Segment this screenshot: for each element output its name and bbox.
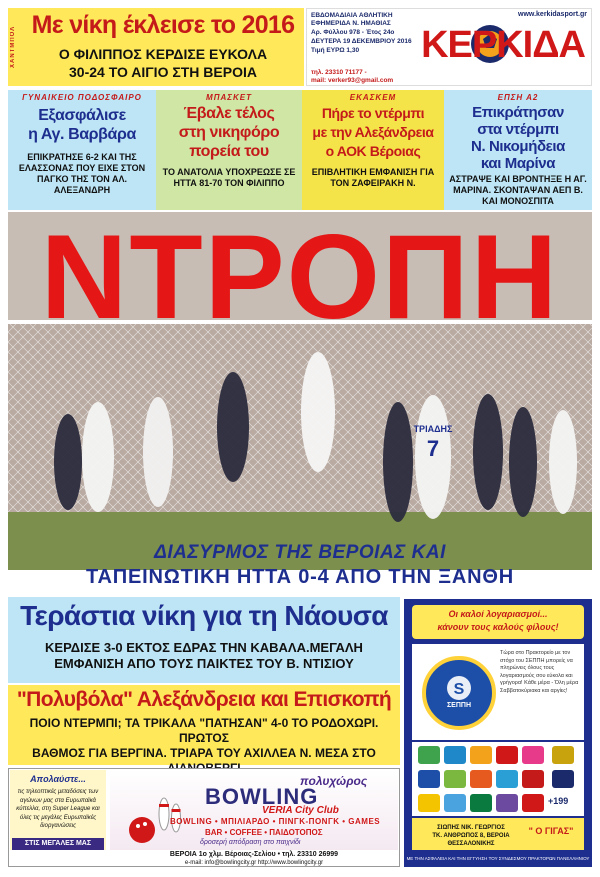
partner-logo-icon bbox=[522, 794, 544, 812]
story-naousa-headline: Τεράστια νίκη για τη Νάουσα bbox=[20, 600, 388, 631]
masthead-url[interactable]: www.kerkidasport.gr bbox=[518, 11, 587, 18]
column-category: ΜΠΑΣΚΕΤ bbox=[206, 93, 252, 102]
partner-logo-icon bbox=[496, 794, 518, 812]
top-subheadline-1: Ο ΦΙΛΙΠΠΟΣ ΚΕΡΔΙΣΕ ΕΥΚΟΛΑ bbox=[58, 46, 268, 62]
ad-bowling-left-foot: ΣΤΙΣ ΜΕΓΑΛΕΣ ΜΑΣ ΟΘΟΝΕΣ bbox=[12, 838, 104, 850]
partner-logo-icon bbox=[444, 746, 466, 764]
column-category: ΕΠΣΗ Α2 bbox=[497, 93, 539, 102]
partner-logo-icon bbox=[444, 794, 466, 812]
story-ekaskem[interactable] bbox=[302, 90, 444, 210]
top-headline[interactable]: Με νίκη έκλεισε το 2016 bbox=[31, 11, 295, 39]
ad-bowling-polyxoros: πολυχώρος bbox=[300, 774, 368, 788]
partner-logo-icon bbox=[418, 746, 440, 764]
ad-seppi-text: Τώρα στο Πρακτορείο με τον στόχο του ΣΕΠΠΗ μπορείς να πληρώνεις όλους τους λογαριασμούς σου εύκολα και γρήγορα! Κάθε μέρα - Όλη μέρα Σαββατοκύριακα και αργίες! bbox=[500, 650, 579, 694]
masthead-line-3: Αρ. Φύλλου 978 - Έτος 24ο bbox=[311, 29, 395, 36]
ad-bowling-left-body: τις τηλεοπτικές μεταδόσεις των αγώνων μας στα Ευρωπαϊκά κύπελλα, στη Super League και όλες τις μεγάλες Ευρωπαϊκές διοργανώσεις bbox=[16, 789, 100, 829]
partner-logo-icon bbox=[496, 770, 518, 788]
partner-logo-icon bbox=[418, 770, 440, 788]
column-headline: Έβαλε τέλος στη νικηφόρο πορεία του bbox=[178, 105, 280, 160]
svg-text:S: S bbox=[453, 681, 465, 698]
partner-logo-icon bbox=[522, 770, 544, 788]
partner-logo-icon bbox=[470, 794, 492, 812]
jersey-name: ΤΡΙΑΔΗΣ bbox=[413, 424, 453, 434]
top-side-label: ΧΑΝΤΜΠΟΛ bbox=[10, 25, 16, 69]
column-headline: Πήρε το ντέρμπι με την Αλεξάνδρεια ο ΑΟΚ Βέροιας bbox=[312, 105, 434, 159]
seppi-badge-icon bbox=[422, 656, 496, 730]
ad-seppi-slogan: Οι καλοί λογαριασμοί... κάνουν τους καλούς φίλους! bbox=[412, 605, 584, 639]
story-epsh-a2[interactable] bbox=[444, 90, 592, 210]
story-alexandreia-headline: "Πολυβόλα" Αλεξάνδρεια και Επισκοπή bbox=[16, 688, 392, 711]
ad-seppi-owner: ΣΙΩΠΗΣ ΝΙΚ. ΓΕΩΡΓΙΟΣ ΤΚ. ΑΝΘΡΩΠΟΣ 8, ΒΕΡΟΙΑ ΘΕΣΣΑΛΟΝΙΚΗΣ bbox=[432, 825, 510, 847]
column-body: ΤΟ ΑΝΑΤΟΛΙΑ ΥΠΟΧΡΕΩΣΕ ΣΕ ΗΤΤΑ 81-70 ΤΟΝ ΦΙΛΙΠΠΟ bbox=[162, 167, 296, 188]
photo-caption-2: ΤΑΠΕΙΝΩΤΙΚΗ ΗΤΤΑ 0-4 ΑΠΟ ΤΗΝ ΞΑΝΘΗ bbox=[86, 566, 514, 588]
bowling-pins-icon bbox=[116, 784, 186, 846]
column-headline: Επικράτησαν στα ντέρμπι Ν. Νικομήδεια και Μαρίνα bbox=[471, 104, 565, 172]
ad-bowling-services-1: BOWLING • ΜΠΙΛΙΑΡΔΟ • ΠΙΝΓΚ-ΠΟΝΓΚ • GAMES bbox=[170, 817, 381, 826]
masthead-logo[interactable]: ΚΕΡΚΙΔΑ bbox=[421, 24, 585, 66]
ad-bowling-services-2: BAR • COFFEE • ΠΑΙΔΟΤΟΠΟΣ bbox=[205, 828, 323, 837]
ad-seppi-plus: +199 bbox=[548, 796, 569, 806]
story-alexandreia-body: ΠΟΙΟ ΝΤΕΡΜΠΙ; ΤΑ ΤΡΙΚΑΛΑ "ΠΑΤΗΣΑΝ" 4-0 ΤΟ ΡΟΔΟΧΩΡΙ. ΠΡΩΤΟΣ ΒΑΘΜΟΣ ΓΙΑ ΒΕΡΓΙΝΑ. ΤΡΙΑΡΑ ΤΟΥ ΑΧΙΛΛΕΑ Ν. ΜΕΣΑ ΣΤΟ bbox=[29, 716, 379, 760]
masthead bbox=[306, 8, 592, 86]
ad-bowling-address: ΒΕΡΟΙΑ 1ο χλμ. Βέροιας-Σελίου • τηλ. 23310 26999 bbox=[169, 851, 339, 858]
column-body: ΕΠΙΒΛΗΤΙΚΗ ΕΜΦΑΝΙΣΗ ΓΙΑ ΤΟΝ ΖΑΦΕΙΡΑΚΗ Ν. bbox=[311, 167, 435, 188]
partner-logo-icon bbox=[552, 770, 574, 788]
jersey-number: 7 bbox=[426, 436, 440, 461]
ad-bowling-brand: BOWLING bbox=[205, 784, 319, 809]
masthead-line-2: ΕΦΗΜΕΡΙΔΑ Ν. ΗΜΑΘΙΑΣ bbox=[311, 20, 391, 27]
masthead-line-4: ΔΕΥΤΕΡΑ 19 ΔΕΚΕΜΒΡΙΟΥ 2016 bbox=[311, 38, 412, 45]
main-headline[interactable]: ΝΤΡΟΠΗ bbox=[40, 210, 560, 344]
partner-logo-icon bbox=[444, 770, 466, 788]
ad-seppi-partner-logos bbox=[412, 742, 584, 816]
column-body: ΕΠΙΚΡΑΤΗΣΕ 6-2 ΚΑΙ ΤΗΣ ΕΛΑΣΣΟΝΑΣ ΠΟΥ ΕΙΧΕ ΣΤΟΝ ΠΑΓΚΟ ΤΗΣ ΤΟΝ ΑΛ. ΑΛΕΞΑΝΔΡΗ bbox=[18, 152, 146, 195]
partner-logo-icon bbox=[522, 746, 544, 764]
ad-bowling-contact[interactable]: e-mail: info@bowlingcity.gr http://www.bowlingcity.gr bbox=[184, 860, 324, 866]
ad-seppi-shop-name: " Ο ΓΙΓΑΣ" bbox=[528, 826, 574, 836]
partner-logo-icon bbox=[470, 770, 492, 788]
masthead-mail[interactable]: mail: verker93@gmail.com bbox=[311, 77, 394, 84]
masthead-phone: τηλ. 23310 71177 - bbox=[311, 69, 367, 76]
column-headline: Εξασφάλισε η Αγ. Βαρβάρα bbox=[28, 107, 136, 143]
ad-seppi-bottom-text: ΜΕ ΤΗΝ ΑΣΦΑΛΕΙΑ ΚΑΙ ΤΗΝ ΕΓΓΥΗΣΗ ΤΟΥ ΣΥΝΔΕΣΜΟΥ ΠΡΑΚΤΟΡΩΝ ΠΑΝΕΛΛΗΝΙΟΥ bbox=[406, 856, 590, 861]
column-body: ΑΣΤΡΑΨΕ ΚΑΙ ΒΡΟΝΤΗΞΕ Η ΑΓ. ΜΑΡΙΝΑ. ΣΚΟΝΤΑΨΑΝ ΑΕΠ Β. ΚΑΙ ΜΟΝΟΣΠΙΤΑ bbox=[449, 174, 587, 206]
top-subheadline-2: 30-24 ΤΟ ΑΙΓΙΟ ΣΤΗ ΒΕΡΟΙΑ bbox=[69, 64, 257, 80]
masthead-line-5: Τιμή ΕΥΡΩ 1,30 bbox=[311, 47, 360, 54]
column-category: ΕΚΑΣΚΕΜ bbox=[349, 93, 397, 102]
story-basketball[interactable] bbox=[156, 90, 302, 210]
story-women-football[interactable] bbox=[8, 90, 156, 210]
ad-seppi-badge-label: ΣΕΠΠΗ bbox=[446, 702, 472, 709]
ad-bowling-city: VERIA City Club bbox=[262, 805, 339, 816]
partner-logo-icon bbox=[470, 746, 492, 764]
partner-logo-icon bbox=[418, 794, 440, 812]
story-naousa-body: ΚΕΡΔΙΣΕ 3-0 ΕΚΤΟΣ ΕΔΡΑΣ ΤΗΝ ΚΑΒΑΛΑ.ΜΕΓΑΛΗ ΕΜΦΑΝΙΣΗ ΑΠΟ ΤΟΥΣ ΠΑΙΚΤΕΣ ΤΟΥ Β. ΝΤΙΣΙΟΥ bbox=[45, 640, 363, 671]
column-category: ΓΥΝΑΙΚΕΙΟ ΠΟΔΟΣΦΑΙΡΟ bbox=[22, 93, 142, 102]
ad-bowling-tagline: δροσερή απόδραση στο παιχνίδι bbox=[200, 839, 301, 846]
partner-logo-icon bbox=[552, 746, 574, 764]
partner-logo-icon bbox=[496, 746, 518, 764]
masthead-line-1: ΕΒΔΟΜΑΔΙΑΙΑ ΑΘΛΗΤΙΚΗ bbox=[311, 12, 393, 19]
ad-bowling-left-head: Απολαύστε... bbox=[30, 774, 86, 784]
photo-caption-1: ΔΙΑΣΥΡΜΟΣ ΤΗΣ ΒΕΡΟΙΑΣ ΚΑΙ bbox=[154, 542, 446, 563]
